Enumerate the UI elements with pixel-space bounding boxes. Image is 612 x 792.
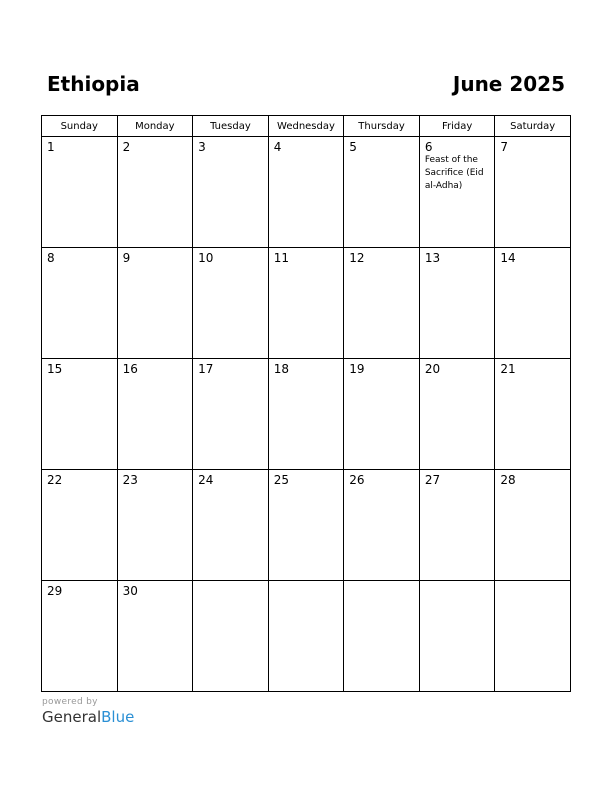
brand-general-text: General: [42, 708, 102, 726]
weekday-monday: Monday: [117, 116, 193, 137]
day-number: [193, 581, 268, 584]
day-number: 27: [424, 473, 441, 487]
day-cell: [117, 581, 193, 692]
calendar-grid: [41, 115, 571, 692]
day-cell: [495, 359, 571, 470]
day-cell: [42, 137, 118, 248]
day-cell: [193, 248, 269, 359]
day-number: 12: [349, 251, 365, 265]
day-cell: [117, 470, 193, 581]
day-cell: [117, 359, 193, 470]
day-number: 18: [273, 362, 289, 376]
day-cell: [117, 248, 193, 359]
day-cell: [268, 581, 344, 692]
day-cell: [193, 137, 269, 248]
day-cell: [42, 470, 118, 581]
footer-branding: [42, 697, 134, 726]
day-number: 22: [47, 473, 63, 487]
day-number: 6: [424, 140, 433, 154]
day-cell: [344, 581, 420, 692]
day-cell: [495, 137, 571, 248]
day-number: 9: [122, 251, 131, 265]
weekday-friday: Friday: [419, 116, 495, 137]
day-number: 13: [424, 251, 441, 265]
day-number: 10: [198, 251, 214, 265]
day-cell: [193, 470, 269, 581]
day-number: 23: [122, 473, 138, 487]
week-row: [42, 581, 571, 692]
week-row: [42, 470, 571, 581]
brand-blue-text: Blue: [101, 708, 135, 726]
weekday-wednesday: Wednesday: [268, 116, 344, 137]
day-number: 7: [500, 140, 509, 154]
day-number: [269, 581, 344, 584]
generalblue-logo[interactable]: [42, 708, 134, 726]
day-cell: [42, 581, 118, 692]
day-number: 17: [198, 362, 214, 376]
day-cell: [268, 359, 344, 470]
day-number: 5: [349, 140, 357, 154]
day-cell: [419, 359, 495, 470]
day-number: 29: [47, 584, 63, 598]
day-cell: [268, 248, 344, 359]
day-cell: [495, 581, 571, 692]
day-number: 11: [273, 251, 289, 265]
day-cell: [495, 470, 571, 581]
day-cell: [42, 359, 118, 470]
day-cell: [419, 470, 495, 581]
day-number: 21: [500, 362, 516, 376]
weekday-header-row: [42, 116, 571, 137]
day-cell: [344, 470, 420, 581]
day-cell: [344, 248, 420, 359]
day-number: 25: [273, 473, 289, 487]
day-number: 1: [47, 140, 55, 154]
day-cell: [344, 359, 420, 470]
day-number: 19: [349, 362, 365, 376]
day-number: 14: [500, 251, 516, 265]
week-row: [42, 359, 571, 470]
day-cell: [42, 248, 118, 359]
day-number: 16: [122, 362, 138, 376]
day-number: [420, 581, 495, 584]
day-number: 15: [47, 362, 63, 376]
day-number: 3: [198, 140, 206, 154]
day-cell: [344, 137, 420, 248]
country-title: Ethiopia: [47, 72, 140, 96]
day-number: 4: [273, 140, 282, 154]
day-number: [495, 581, 570, 584]
holiday-label: Feast of the Sacrifice (Eid al-Adha): [424, 155, 484, 191]
day-cell: [193, 581, 269, 692]
day-number: 28: [500, 473, 516, 487]
day-number: 30: [122, 584, 138, 598]
day-cell: [193, 359, 269, 470]
day-number: [344, 581, 419, 584]
weekday-saturday: Saturday: [495, 116, 571, 137]
day-cell: [268, 470, 344, 581]
day-cell: [419, 581, 495, 692]
weekday-sunday: Sunday: [42, 116, 118, 137]
day-number: 20: [424, 362, 441, 376]
day-cell: [268, 137, 344, 248]
day-number: 2: [122, 140, 131, 154]
week-row: [42, 248, 571, 359]
day-cell: [495, 248, 571, 359]
day-number: 26: [349, 473, 365, 487]
week-row: [42, 137, 571, 248]
weekday-tuesday: Tuesday: [193, 116, 269, 137]
day-number: 24: [198, 473, 214, 487]
month-year-title: June 2025: [452, 72, 565, 96]
day-number: 8: [47, 251, 55, 265]
day-cell: [419, 137, 495, 248]
day-cell: [419, 248, 495, 359]
powered-by-label: powered by: [42, 697, 98, 707]
day-cell: [117, 137, 193, 248]
weekday-thursday: Thursday: [344, 116, 420, 137]
